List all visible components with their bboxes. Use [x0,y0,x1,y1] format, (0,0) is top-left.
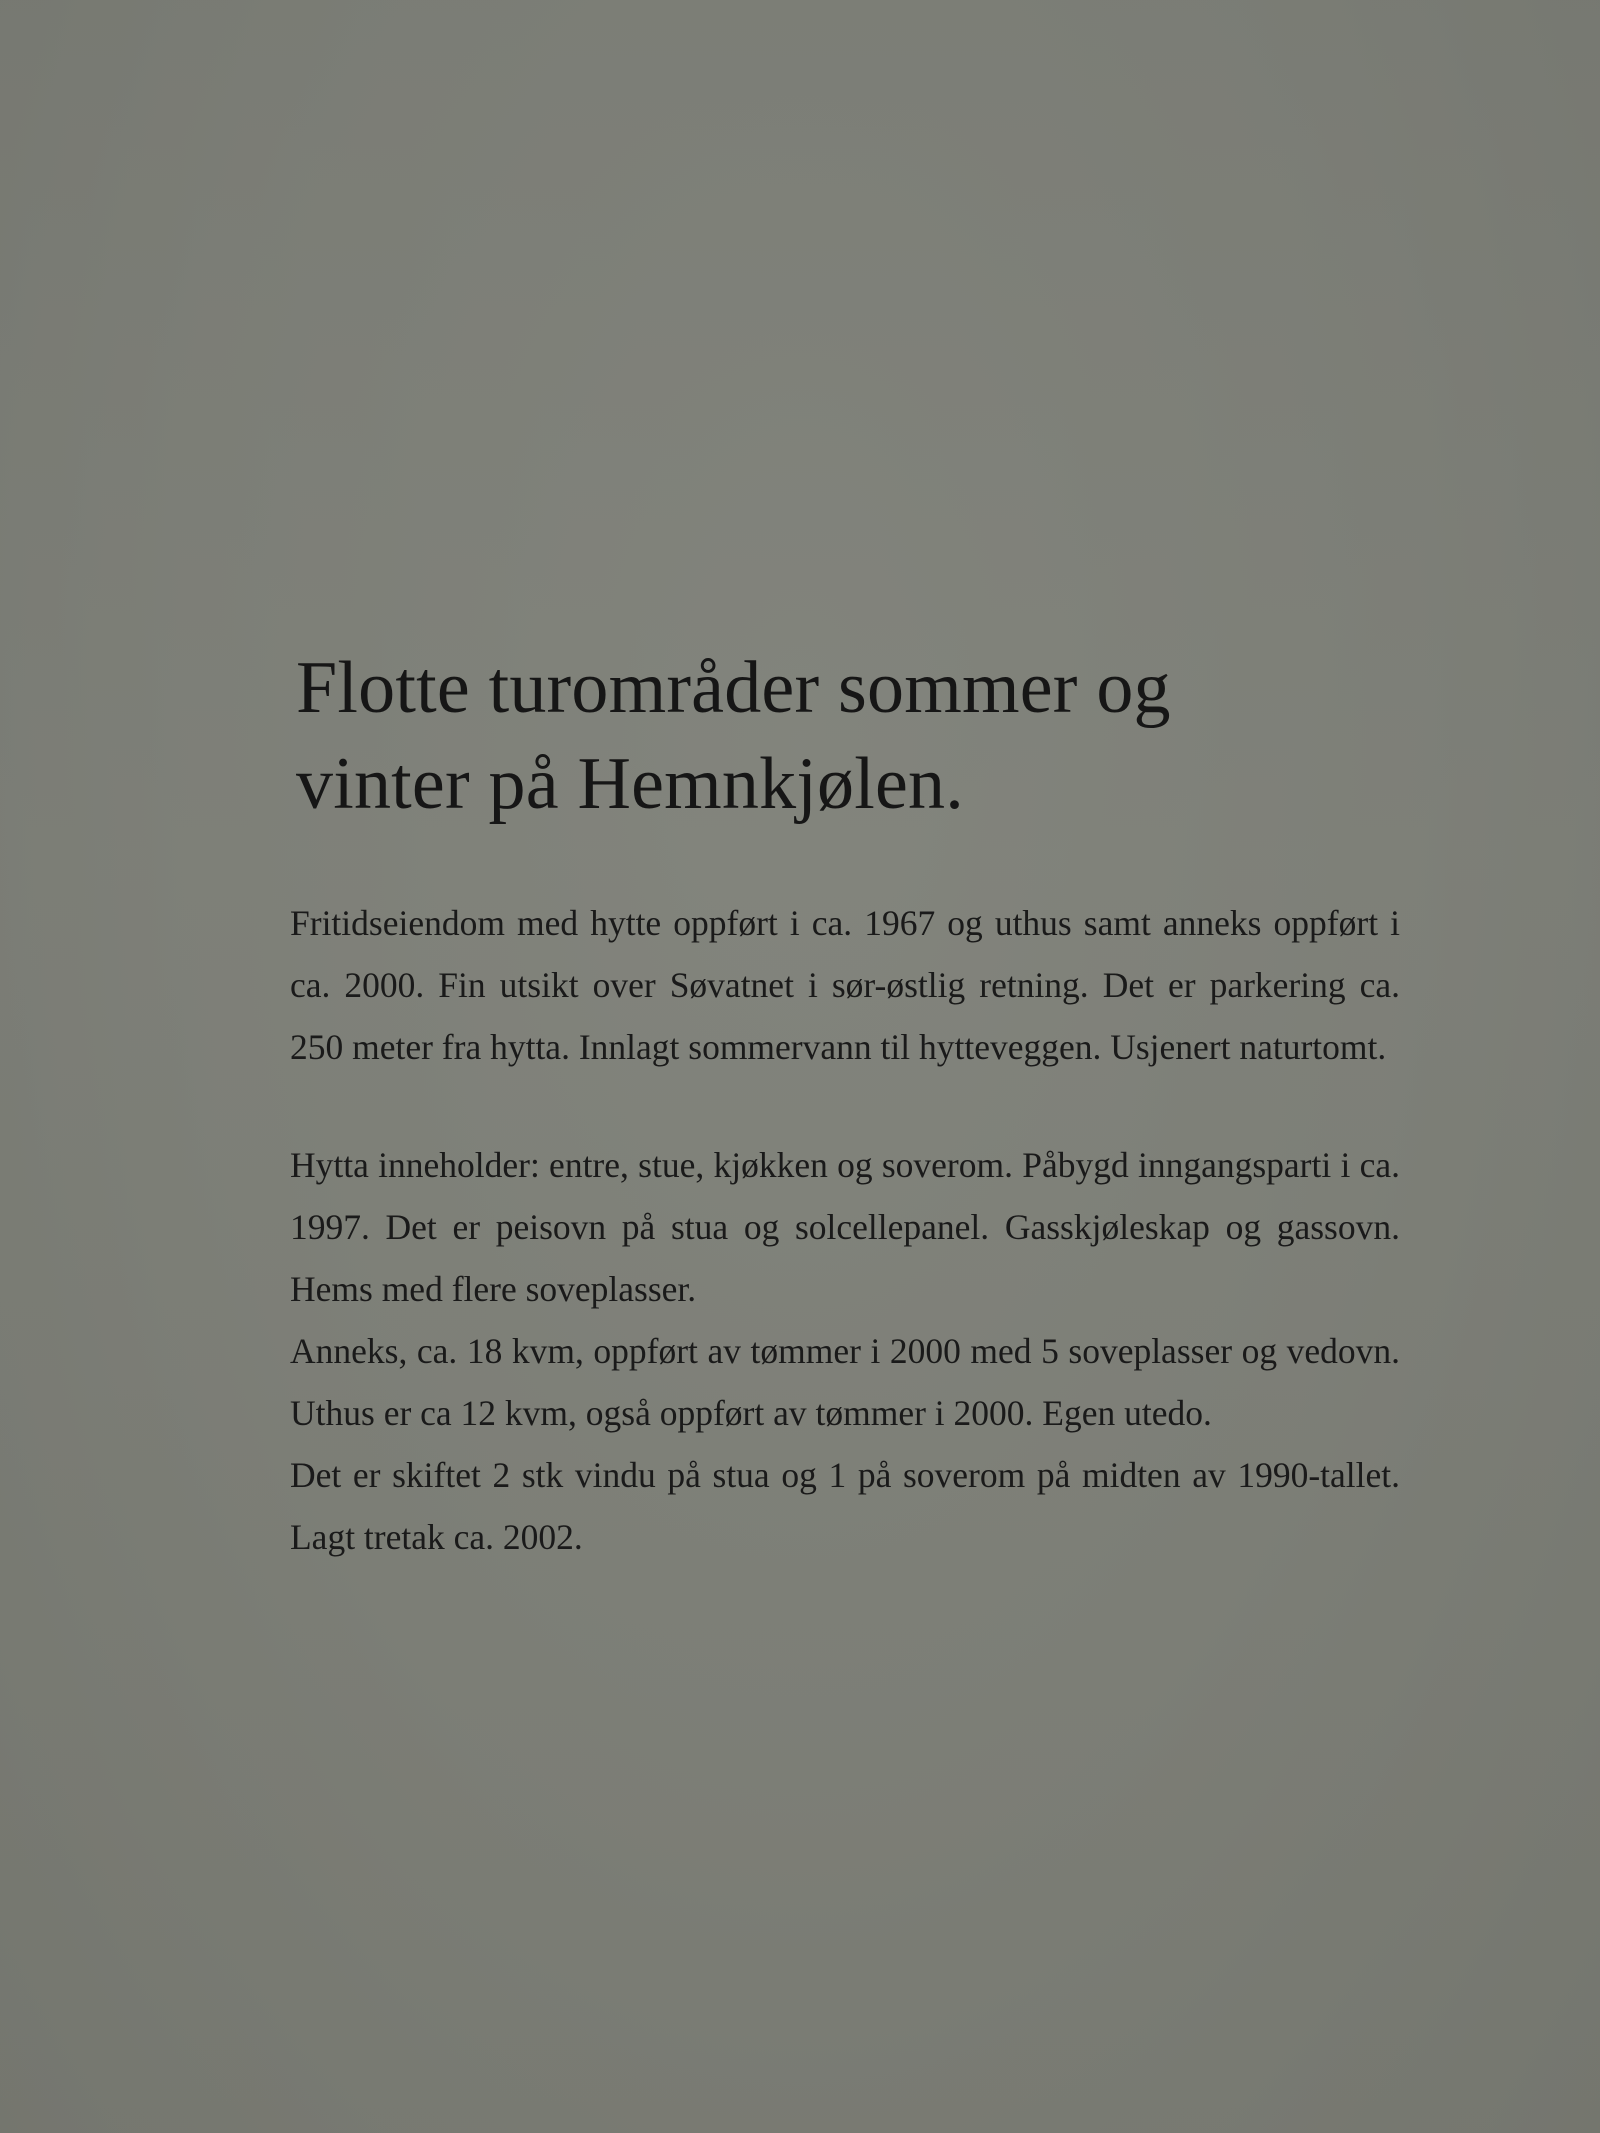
paragraph-property-intro: Fritidseiendom med hytte oppført i ca. 1967 og uthus samt anneks oppført i ca. 2000. Fin utsikt over Søvatnet i sør-østlig retning. Det er parkering ca. 250 meter fra hytta. Innlagt sommervann til hytteveggen. Usjenert naturtomt. [290,903,1400,1067]
paragraph-annex: Anneks, ca. 18 kvm, oppført av tømmer i 2000 med 5 soveplasser og vedovn. Uthus er ca 12 kvm, også oppført av tømmer i 2000. Egen utedo. [290,1331,1400,1433]
document-body [290,640,1400,1568]
document-title [296,640,1400,832]
paragraph-cabin-contents: Hytta inneholder: entre, stue, kjøkken og soverom. Påbygd inngangsparti i ca. 1997. Det er peisovn på stua og solcellepanel. Gasskjøleskap og gassovn. Hems med flere soveplasser. [290,1145,1400,1309]
title-line-2: vinter på Hemnkjølen. [296,743,964,825]
paragraph-renovations: Det er skiftet 2 stk vindu på stua og 1 på soverom på midten av 1990-tallet. Lagt tretak ca. 2002. [290,1455,1400,1557]
title-line-1: Flotte turområder sommer og [296,647,1171,729]
paragraph-spacer [290,1078,1400,1134]
